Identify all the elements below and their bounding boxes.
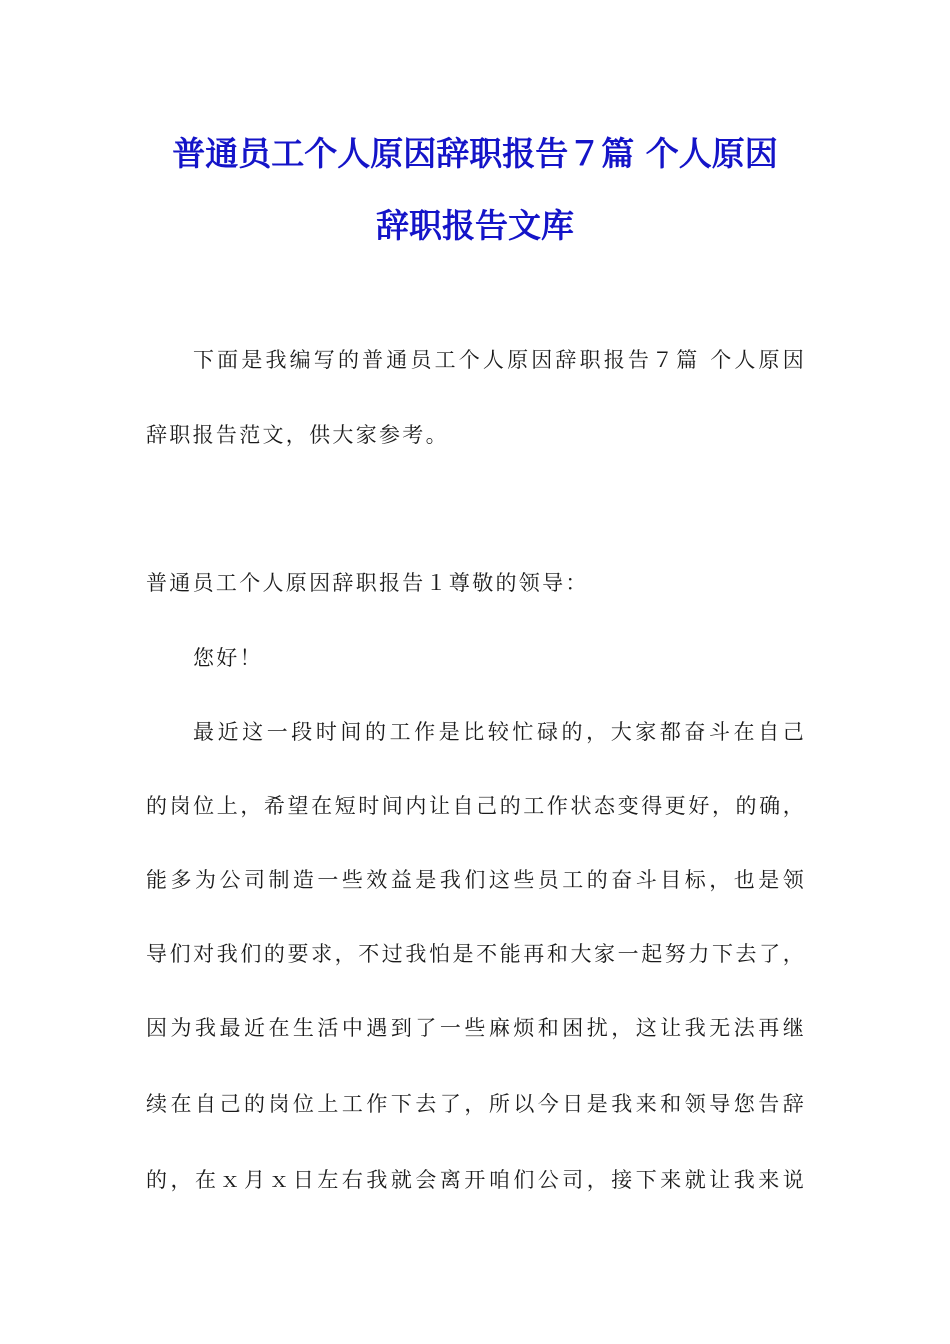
document-title-line-2: 辞职报告文库: [376, 206, 574, 245]
body-line-1: 最近这一段时间的工作是比较忙碌的，大家都奋斗在自己: [193, 720, 806, 744]
body-line-7: 的，在ｘ月ｘ日左右我就会离开咱们公司，接下来就让我来说: [146, 1168, 806, 1192]
body-line-3: 能多为公司制造一些效益是我们这些员工的奋斗目标，也是领: [146, 868, 806, 892]
body-line-4: 导们对我们的要求，不过我怕是不能再和大家一起努力下去了，: [146, 942, 806, 966]
intro-line-2: 辞职报告范文，供大家参考。: [146, 423, 449, 447]
intro-line-1: 下面是我编写的普通员工个人原因辞职报告７篇 个人原因: [193, 348, 806, 372]
body-line-6: 续在自己的岗位上工作下去了，所以今日是我来和领导您告辞: [146, 1092, 806, 1116]
body-line-5: 因为我最近在生活中遇到了一些麻烦和困扰，这让我无法再继: [146, 1016, 806, 1040]
document-title-line-1: 普通员工个人原因辞职报告７篇 个人原因: [172, 134, 778, 173]
body-line-2: 的岗位上，希望在短时间内让自己的工作状态变得更好，的确，: [146, 794, 806, 818]
section-heading: 普通员工个人原因辞职报告１尊敬的领导：: [146, 571, 589, 595]
greeting: 您好！: [193, 646, 263, 670]
